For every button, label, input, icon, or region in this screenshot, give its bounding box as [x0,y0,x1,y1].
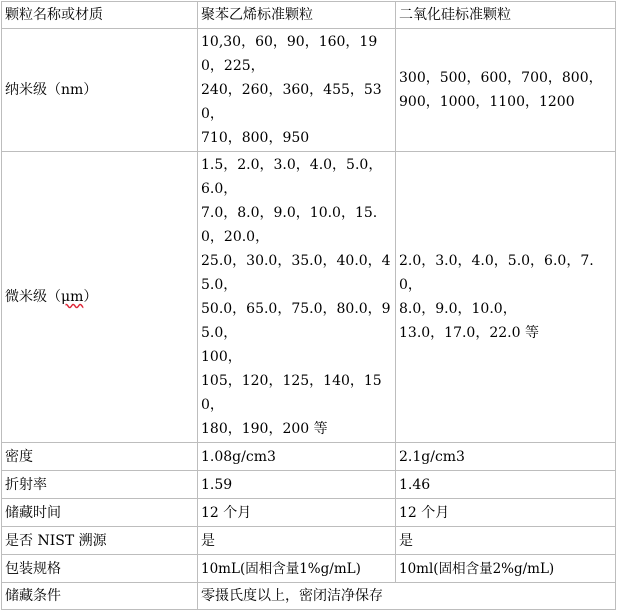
table-row-nano [2,29,616,152]
line: 25.0，30.0，35.0，40.0，45.0， [201,253,391,293]
label-prefix: 微米级（ [5,289,61,305]
cell-refractive-silica: 1.46 [396,471,616,499]
cell-micro-silica [396,152,616,443]
row-label-micro [2,152,198,443]
header-cell-polystyrene: 聚苯乙烯标准颗粒 [198,2,396,29]
table-row-micro [2,152,616,443]
line: 13.0，17.0，22.0 等 [399,325,539,341]
line: 1.5，2.0，3.0，4.0，5.0，6.0， [201,157,383,197]
line: 7.0，8.0，9.0，10.0，15.0，20.0， [201,205,378,245]
table-row-header [2,2,616,29]
table-row-density [2,443,616,471]
line: 50.0，65.0，75.0，80.0，95.0， [201,301,391,341]
row-label-nist: 是否 NIST 溯源 [2,527,198,555]
table-row-storage-time [2,499,616,527]
label-mu-unit: μm [61,289,84,305]
header-cell-silica: 二氧化硅标准颗粒 [396,2,616,29]
cell-package-polystyrene: 10mL(固相含量1%g/mL) [198,555,396,583]
row-label-conditions: 储藏条件 [2,583,198,610]
line: 2.0，3.0，4.0，5.0，6.0，7.0， [399,253,594,293]
table-row-package [2,555,616,583]
cell-conditions-merged: 零摄氏度以上，密闭洁净保存 [198,583,616,610]
table-row-nist [2,527,616,555]
line: 900，1000，1100，1200 [399,94,575,110]
cell-refractive-polystyrene: 1.59 [198,471,396,499]
cell-storage-time-polystyrene: 12 个月 [198,499,396,527]
cell-nist-silica: 是 [396,527,616,555]
table-row-refractive [2,471,616,499]
line: 180，190，200 等 [201,421,328,437]
particle-spec-table [1,1,616,610]
cell-nist-polystyrene: 是 [198,527,396,555]
row-label-density: 密度 [2,443,198,471]
row-label-storage-time: 储藏时间 [2,499,198,527]
row-label-nano: 纳米级（nm） [2,29,198,152]
cell-micro-polystyrene [198,152,396,443]
line: 10,30，60，90，160，190，225， [201,34,378,74]
label-suffix: ） [83,289,98,305]
cell-density-polystyrene: 1.08g/cm3 [198,443,396,471]
line: 240，260，360，455，530， [201,82,382,122]
cell-storage-time-silica: 12 个月 [396,499,616,527]
cell-nano-silica [396,29,616,152]
cell-nano-polystyrene [198,29,396,152]
cell-package-silica: 10ml(固相含量2%g/mL) [396,555,616,583]
row-label-refractive: 折射率 [2,471,198,499]
header-cell-material: 颗粒名称或材质 [2,2,198,29]
line: 8.0，9.0，10.0， [399,301,517,317]
line: 300，500，600，700，800， [399,70,603,86]
line: 710，800，950 [201,130,310,146]
row-label-package: 包装规格 [2,555,198,583]
line: 100， [201,349,242,365]
table-row-conditions [2,583,616,610]
line: 105，120，125，140，150， [201,373,382,413]
cell-density-silica: 2.1g/cm3 [396,443,616,471]
